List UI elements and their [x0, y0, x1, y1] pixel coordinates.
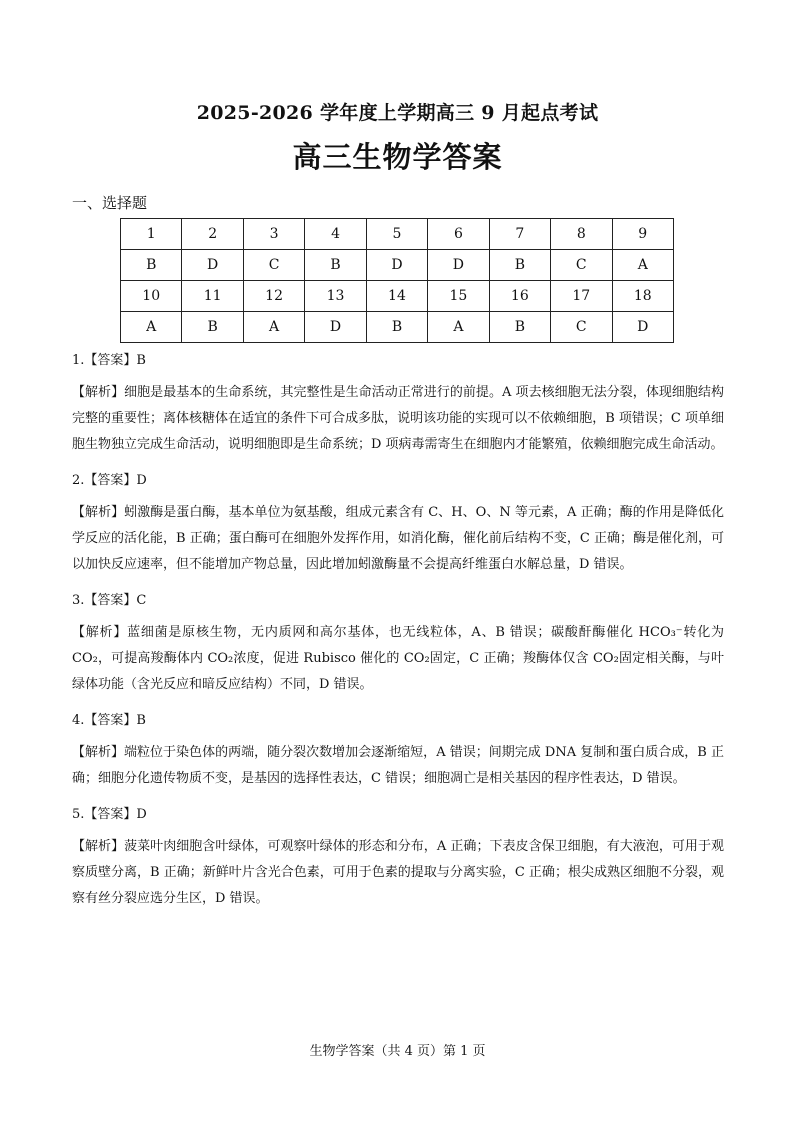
question-number-cell: 11	[182, 281, 243, 312]
answer-cell: D	[428, 250, 489, 281]
answer-explanation: 【解析】菠菜叶肉细胞含叶绿体，可观察叶绿体的形态和分布，A 正确；下表皮含保卫细胞，有大液泡，可用于观察质壁分离，B 正确；新鲜叶片含光合色素，可用于色素的提取与分离实验，C 正确；根尖成熟区细胞不分裂，观察有丝分裂应选分生区，D 错误。	[72, 839, 724, 906]
answer-explanation: 【解析】蓝细菌是原核生物，无内质网和高尔基体，也无线粒体，A、B 错误；碳酸酐酶催化 HCO₃⁻转化为 CO₂，可提高羧酶体内 CO₂浓度，促进 Rubisco 催化的 CO₂固定，C 正确；羧酶体仅含 CO₂固定相关酶，与叶绿体功能（含光反应和暗反应结构）不同，D 错误。	[72, 625, 724, 692]
question-number-cell: 15	[428, 281, 489, 312]
answer-cell: B	[489, 250, 550, 281]
question-number-row	[121, 281, 674, 312]
question-number-cell: 6	[428, 219, 489, 250]
answer-cell: A	[428, 312, 489, 343]
page-footer: 生物学答案（共 4 页）第 1 页	[309, 1044, 486, 1059]
answer-cell: D	[366, 250, 427, 281]
answer-row	[121, 250, 674, 281]
answer-cell: B	[121, 250, 182, 281]
question-number-cell: 14	[366, 281, 427, 312]
answer-cell: A	[612, 250, 674, 281]
answer-cell: D	[182, 250, 243, 281]
question-number-cell: 16	[489, 281, 550, 312]
question-number-cell: 17	[551, 281, 612, 312]
question-number-cell: 13	[305, 281, 366, 312]
page-title: 高三生物学答案	[292, 140, 503, 174]
question-number-cell: 7	[489, 219, 550, 250]
answer-explanation: 【解析】蚓激酶是蛋白酶，基本单位为氨基酸，组成元素含有 C、H、O、N 等元素，A 正确；酶的作用是降低化学反应的活化能，B 正确；蛋白酶可在细胞外发挥作用，如消化酶，催化前后结构不变，C 正确；酶是催化剂，可以加快反应速率，但不能增加产物总量，因此增加蚓激酶量不会提高纤维蛋白水解总量，D 错误。	[72, 505, 724, 572]
question-number-cell: 3	[243, 219, 304, 250]
answer-heading: 4.【答案】B	[72, 713, 146, 728]
answer-cell: C	[551, 312, 612, 343]
question-number-cell: 2	[182, 219, 243, 250]
answer-heading: 1.【答案】B	[72, 353, 146, 368]
answer-heading: 2.【答案】D	[72, 473, 147, 488]
answer-cell: B	[489, 312, 550, 343]
answer-heading: 3.【答案】C	[72, 593, 147, 608]
explanations	[72, 348, 724, 922]
question-number-cell: 12	[243, 281, 304, 312]
section-heading: 一、选择题	[72, 194, 148, 212]
answer-cell: B	[305, 250, 366, 281]
answer-cell: C	[243, 250, 304, 281]
answer-cell: B	[366, 312, 427, 343]
answer-heading: 5.【答案】D	[72, 807, 147, 822]
question-number-cell: 10	[121, 281, 182, 312]
answer-cell: D	[612, 312, 674, 343]
question-number-cell: 8	[551, 219, 612, 250]
question-number-cell: 9	[612, 219, 674, 250]
question-number-row	[121, 219, 674, 250]
answer-cell: A	[243, 312, 304, 343]
answer-explanation: 【解析】端粒位于染色体的两端，随分裂次数增加会逐渐缩短，A 错误；间期完成 DNA 复制和蛋白质合成，B 正确；细胞分化遗传物质不变，是基因的选择性表达，C 错误；细胞凋亡是相关基因的程序性表达，D 错误。	[72, 745, 724, 786]
question-number-cell: 5	[366, 219, 427, 250]
question-number-cell: 18	[612, 281, 674, 312]
answer-cell: D	[305, 312, 366, 343]
answer-explanation: 【解析】细胞是最基本的生命系统，其完整性是生命活动正常进行的前提。A 项去核细胞无法分裂，体现细胞结构完整的重要性；离体核糖体在适宜的条件下可合成多肽，说明该功能的实现可以不依赖细胞，B 项错误；C 项单细胞生物独立完成生命活动，说明细胞即是生命系统；D 项病毒需寄生在细胞内才能繁殖，依赖细胞完成生命活动。	[72, 385, 724, 452]
answer-cell: A	[121, 312, 182, 343]
answer-cell: B	[182, 312, 243, 343]
exam-header: 2025-2026 学年度上学期高三 9 月起点考试	[196, 102, 599, 124]
question-number-cell: 1	[121, 219, 182, 250]
answer-cell: C	[551, 250, 612, 281]
question-number-cell: 4	[305, 219, 366, 250]
answer-table	[120, 218, 674, 343]
answer-row	[121, 312, 674, 343]
